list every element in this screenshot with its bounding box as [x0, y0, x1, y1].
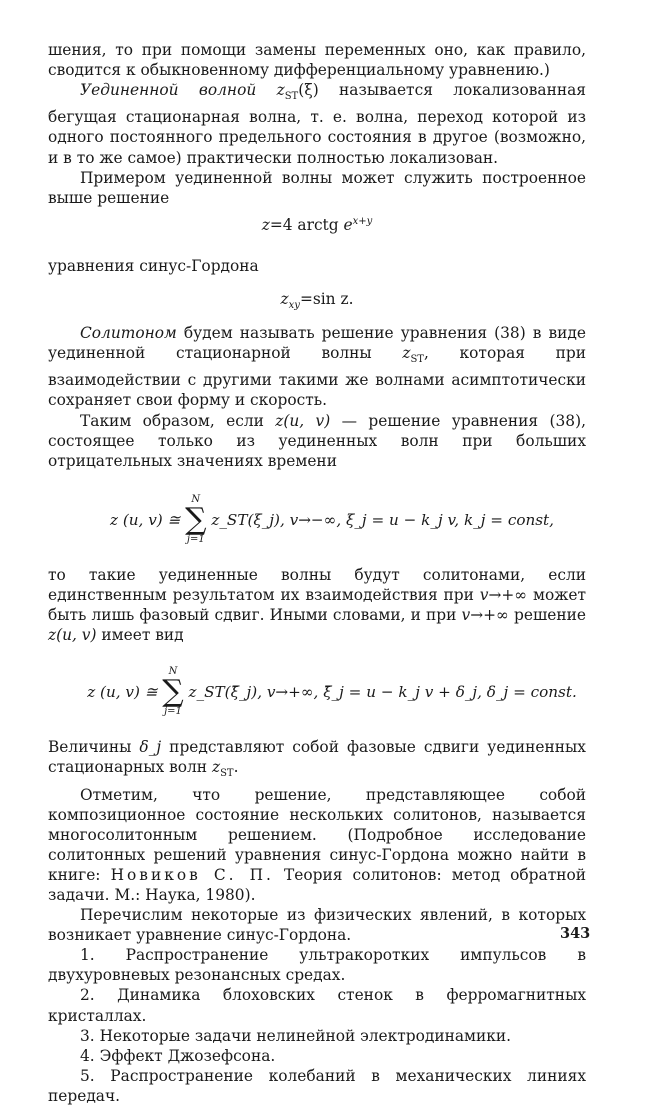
paragraph-solitary-wave-definition	[48, 80, 586, 167]
sum1-sigma: ∑	[185, 501, 207, 537]
eq1-exponent: x+y	[352, 215, 373, 227]
equation-arctg	[48, 216, 586, 234]
sum2-sigma: ∑	[162, 674, 184, 710]
definition-text: называется локализованная бегущая стационарная волна, т. е. волна, переход которой из одного постоянного предельного состояния в другое (возможно, и в то же самое) практически полностью локализован.	[48, 81, 586, 167]
phase-text-d: имеет вид	[96, 626, 184, 645]
sum2-operator	[162, 667, 183, 717]
eq2-lhs: z	[280, 290, 289, 309]
paragraph-delta	[48, 737, 586, 784]
delta-text-b: представляют собой фазовые сдвиги уединенных стационарных волн	[48, 738, 586, 777]
symbol-z: z	[276, 81, 285, 100]
paragraph-1-text: шения, то при помощи замены переменных оно, как правило, сводится к обыкновенному дифференциальному уравнению.)	[48, 41, 586, 80]
term-soliton: Солитоном	[80, 324, 177, 343]
soliton-symbol-subscript: ST	[410, 354, 424, 366]
list-item-2: 2. Динамика блоховских стенок в ферромагнитных кристаллах.	[48, 986, 586, 1025]
thus-text-a: Таким образом, если	[80, 411, 276, 430]
symbol-z-subscript: ST	[284, 91, 299, 103]
delta-text-a: Величины	[48, 738, 140, 757]
paragraph-multisoliton	[48, 785, 586, 906]
sum1-lower: j=1	[186, 533, 205, 545]
thus-symbol: z(u, v)	[275, 411, 331, 430]
list-intro-text: Перечислим некоторые из физических явлений, в которых возникает уравнение синус-Гордона.	[48, 906, 586, 945]
equation-sum-plus-infinity	[78, 655, 586, 729]
delta-text-c: .	[233, 758, 239, 777]
sum1-lhs: z (u, v) ≅	[110, 510, 181, 529]
paragraph-phase-shift	[48, 565, 586, 645]
phase-text-a: то такие уединенные волны будут солитонами, если единственным результатом их взаимодействия при	[48, 565, 586, 604]
paragraph-example	[48, 168, 586, 208]
sum2-rhs: z_ST(ξ̄_j), v→+∞, ξ̄_j = u − k_j v + δ_j, δ_j = const.	[188, 683, 577, 702]
soliton-text-a: будем называть решение уравнения (38) в виде уединенной стационарной волны	[48, 324, 586, 363]
delta-z-subscript: ST	[220, 768, 234, 780]
list-item-3: 3. Некоторые задачи нелинейной электродинамики.	[80, 1026, 512, 1045]
eq1-base: e	[343, 215, 353, 234]
sum2-lhs: z (u, v) ≅	[87, 683, 158, 702]
paragraph-1	[48, 40, 586, 80]
list-item-5: 5. Распространение колебаний в механических линиях передач.	[48, 1066, 586, 1105]
soliton-text-b: , которая при взаимодействии с другими такими же волнами асимптотически сохраняет свои форму и скорость.	[48, 344, 586, 410]
list-item-1: 1. Распространение ультракоротких импульсов в двухуровневых резонансных средах.	[48, 946, 586, 985]
paragraph-example-text: Примером уединенной волны может служить построенное выше решение	[48, 168, 586, 207]
phase-text-b: может быть лишь фазовый сдвиг. Иными словами, и при	[48, 585, 586, 625]
paragraph-soliton-definition	[48, 323, 586, 410]
multisoliton-text-b: Теория солитонов: метод обратной задачи. М.: Наука, 1980).	[48, 865, 587, 904]
phase-text-c: решение	[508, 606, 586, 625]
soliton-symbol: z	[402, 344, 411, 363]
sum1-upper: N	[191, 493, 201, 505]
delta-symbol: δ_j	[139, 738, 162, 757]
symbol-z-arg: (ξ)	[298, 81, 319, 100]
eq1-mid: =4 arctg	[269, 215, 344, 234]
phase-symbol: z(u, v)	[48, 626, 97, 645]
phase-limit-1: v→+∞	[479, 585, 528, 604]
page-number: 343	[560, 925, 591, 942]
eq2-subscript: xy	[288, 300, 300, 312]
author-name: Новиков С. П.	[110, 865, 274, 884]
list-item-4: 4. Эффект Джозефсона.	[80, 1046, 276, 1065]
sum1-rhs: z_ST(ξ_j), v→−∞, ξ_j = u − k_j v, k_j = const,	[211, 510, 554, 529]
thus-text-b: — решение уравнения (38), состоящее только из уединенных волн при больших отрицательных значениях времени	[48, 411, 586, 470]
paragraph-sine-gordon	[48, 256, 586, 276]
multisoliton-text-a: Отметим, что решение, представляющее собой композиционное состояние нескольких солитонов, называется многосолитонным решением. (Подробное исследование солитонных решений уравнения синус-Гордона можно найти в книге:	[48, 785, 586, 884]
paragraph-sine-gordon-text: уравнения синус-Гордона	[48, 256, 259, 275]
sum1-operator	[185, 495, 206, 545]
equation-sine-gordon	[48, 290, 586, 311]
sum2-upper: N	[168, 666, 178, 678]
delta-z: z	[211, 758, 221, 777]
sum2-lower: j=1	[164, 706, 182, 718]
paragraph-thus	[48, 411, 586, 471]
eq2-rhs: =sin z.	[299, 290, 354, 309]
eq1-lhs: z	[261, 215, 270, 234]
equation-sum-minus-infinity	[78, 483, 586, 557]
term-solitary-wave: Уединенной волной	[80, 81, 257, 100]
paragraph-list-intro	[48, 905, 586, 945]
phase-limit-2: v→+∞	[461, 606, 509, 625]
